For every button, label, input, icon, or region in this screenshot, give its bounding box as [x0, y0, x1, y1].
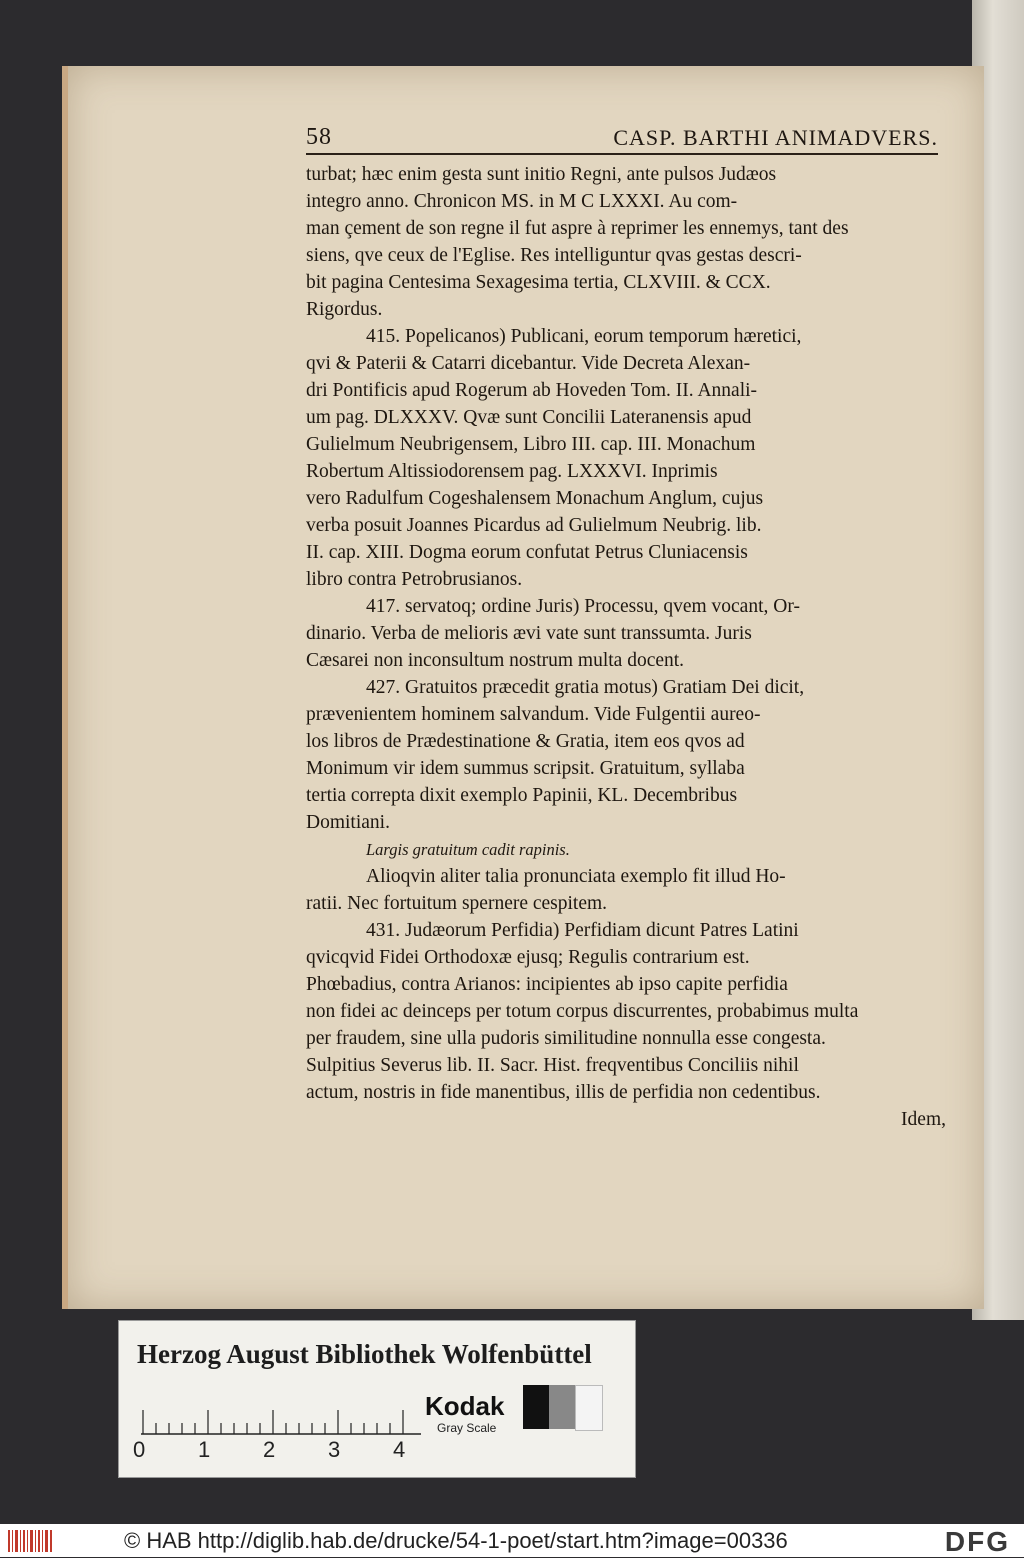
text-line: Robertum Altissiodorensem pag. LXXXVI. Inprimis	[306, 461, 718, 482]
barcode-icon	[8, 1528, 54, 1554]
text-line: man çement de son regne il fut aspre à reprimer les ennemys, tant des	[306, 218, 849, 239]
gray-swatches	[523, 1385, 603, 1429]
text-line: Phœbadius, contra Arianos: incipientes ab ipso capite perfidia	[306, 974, 788, 995]
text-line: vero Radulfum Cogeshalensem Monachum Anglum, cujus	[306, 488, 764, 509]
swatch-white	[575, 1385, 603, 1431]
text-line: non fidei ac deinceps per totum corpus discurrentes, probabimus multa	[306, 1001, 859, 1022]
copyright-link[interactable]: © HAB http://diglib.hab.de/drucke/54-1-poet/start.htm?image=00336	[124, 1527, 788, 1553]
gray-scale-label: Gray Scale	[437, 1421, 497, 1435]
ruler-number: 0	[133, 1437, 146, 1462]
note-431-start: 431. Judæorum Perfidia) Perfidiam dicunt Patres Latini	[366, 920, 799, 941]
text-line: Sulpitius Severus lib. II. Sacr. Hist. freqventibus Conciliis nihil	[306, 1055, 799, 1076]
ruler-number: 4	[393, 1437, 406, 1462]
text-line: Cæsarei non inconsultum nostrum multa docent.	[306, 650, 685, 671]
ruler-number: 1	[198, 1437, 211, 1462]
text-line: los libros de Prædestinatione & Gratia, item eos qvos ad	[306, 731, 745, 752]
text-line: Domitiani.	[306, 812, 390, 833]
swatch-black	[523, 1385, 549, 1429]
page-number: 58	[306, 124, 332, 150]
swatch-gray	[549, 1385, 575, 1429]
running-head-title: CASP. BARTHI ANIMADVERS.	[613, 125, 938, 150]
text-line: Gulielmum Neubrigensem, Libro III. cap. III. Monachum	[306, 434, 756, 455]
dfg-logo: DFG	[944, 1526, 1010, 1557]
text-line: tertia correpta dixit exemplo Papinii, KL. Decembribus	[306, 785, 738, 806]
ruler-number: 2	[263, 1437, 276, 1462]
text-line: Alioqvin aliter talia pronunciata exemplo fit illud Ho-	[366, 866, 786, 887]
text-line: Rigordus.	[306, 299, 383, 320]
verse-quote: Largis gratuitum cadit rapinis.	[366, 840, 570, 859]
text-line: siens, qve ceux de l'Eglise. Res intelliguntur qvas gestas descri-	[306, 245, 802, 266]
note-417-start: 417. servatoq; ordine Juris) Processu, qvem vocant, Or-	[366, 596, 800, 617]
text-line: turbat; hæc enim gesta sunt initio Regni, ante pulsos Judæos	[306, 164, 777, 185]
text-line: integro anno. Chronicon MS. in M C LXXXI. Au com-	[306, 191, 738, 212]
kodak-logo: Kodak	[425, 1391, 505, 1421]
text-line: qvi & Paterii & Catarri dicebantur. Vide Decreta Alexan-	[306, 353, 751, 374]
ruler-numbers	[133, 1437, 458, 1463]
text-line: um pag. DLXXXV. Qvæ sunt Concilii Lateranensis apud	[306, 407, 752, 428]
text-line: verba posuit Joannes Picardus ad Gulielmum Neubrig. lib.	[306, 515, 762, 536]
text-line: Monimum vir idem summus scripsit. Gratuitum, syllaba	[306, 758, 745, 779]
book-page	[62, 66, 984, 1309]
ruler-scale	[141, 1405, 421, 1435]
text-line: per fraudem, sine ulla pudoris similitudine nonnulla esse congesta.	[306, 1028, 826, 1049]
text-line: ratii. Nec fortuitum spernere cespitem.	[306, 893, 608, 914]
color-calibration-card	[118, 1320, 636, 1478]
text-line: libro contra Petrobrusianos.	[306, 569, 523, 590]
text-line: prævenientem hominem salvandum. Vide Fulgentii aureo-	[306, 704, 761, 725]
note-427-start: 427. Gratuitos præcedit gratia motus) Gratiam Dei dicit,	[366, 677, 805, 698]
text-block	[306, 124, 946, 1133]
catchword: Idem,	[901, 1109, 946, 1130]
text-line: bit pagina Centesima Sexagesima tertia, CLXVIII. & CCX.	[306, 272, 771, 293]
library-name: Herzog August Bibliothek Wolfenbüttel	[137, 1339, 592, 1369]
text-line: dri Pontificis apud Rogerum ab Hoveden Tom. II. Annali-	[306, 380, 758, 401]
page-body	[306, 161, 946, 1133]
text-line: qvicqvid Fidei Orthodoxæ ejusq; Regulis contrarium est.	[306, 947, 750, 968]
text-line: actum, nostris in fide manentibus, illis de perfidia non cedentibus.	[306, 1082, 821, 1103]
text-line: dinario. Verba de melioris ævi vate sunt transsumta. Juris	[306, 623, 752, 644]
footer-bar	[0, 1524, 1024, 1557]
text-line: II. cap. XIII. Dogma eorum confutat Petrus Cluniacensis	[306, 542, 748, 563]
ruler-number: 3	[328, 1437, 341, 1462]
running-header	[306, 124, 938, 155]
note-415-start: 415. Popelicanos) Publicani, eorum temporum hæretici,	[366, 326, 802, 347]
